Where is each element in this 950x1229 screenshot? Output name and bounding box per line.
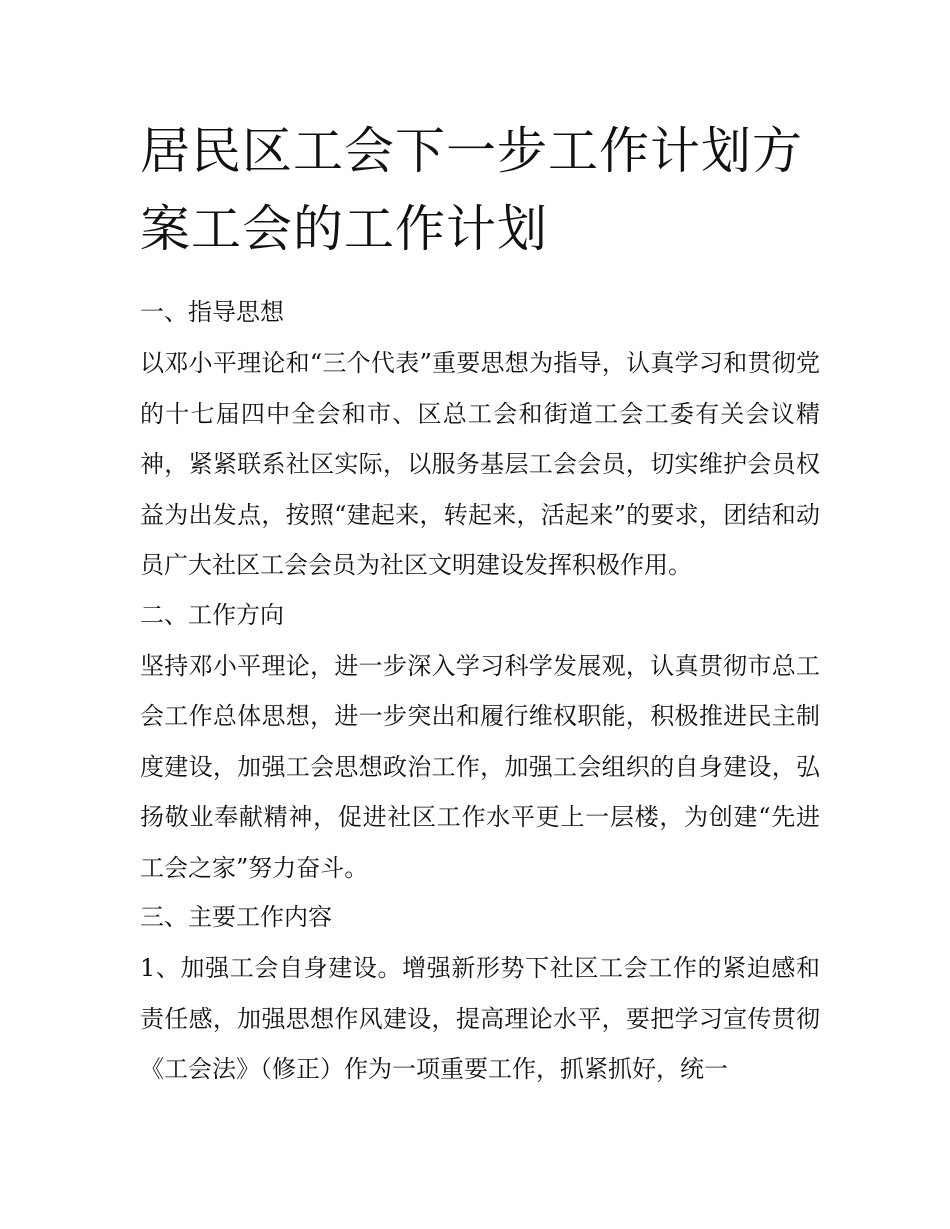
section-heading-main-work: 三、主要工作内容	[140, 903, 332, 931]
section-heading-work-direction: 二、工作方向	[140, 600, 284, 629]
section-paragraph-guiding-ideology: 以邓小平理论和“三个代表”重要思想为指导，认真学习和贯彻党的十七届四中全会和市、区总工会和街道工会工委有关会议精神，紧紧联系社区实际，以服务基层工会会员，切实维护会员权益为出发点，按照“建起来，转起来，活起来”的要求，团结和动员广大社区工会会员为社区文明建设发挥积极作用。	[140, 349, 820, 579]
document-page	[140, 112, 820, 1099]
section-heading-guiding-ideology: 一、指导思想	[140, 298, 284, 326]
section-paragraph-work-direction: 坚持邓小平理论，进一步深入学习科学发展观，认真贯彻市总工会工作总体思想，进一步突出和履行维权职能，积极推进民主制度建设，加强工会思想政治工作，加强工会组织的自身建设，弘扬敬业奉献精神，促进社区工作水平更上一层楼，为创建“先进工会之家”努力奋斗。	[140, 651, 820, 882]
document-title: 居民区工会下一步工作计划方案工会的工作计划	[140, 122, 803, 258]
document-body	[140, 292, 820, 1095]
section-paragraph-main-work: 1、加强工会自身建设。增强新形势下社区工会工作的紧迫感和责任感，加强思想作风建设，提高理论水平，要把学习宣传贯彻《工会法》（修正）作为一项重要工作，抓紧抓好，统一	[140, 954, 820, 1083]
